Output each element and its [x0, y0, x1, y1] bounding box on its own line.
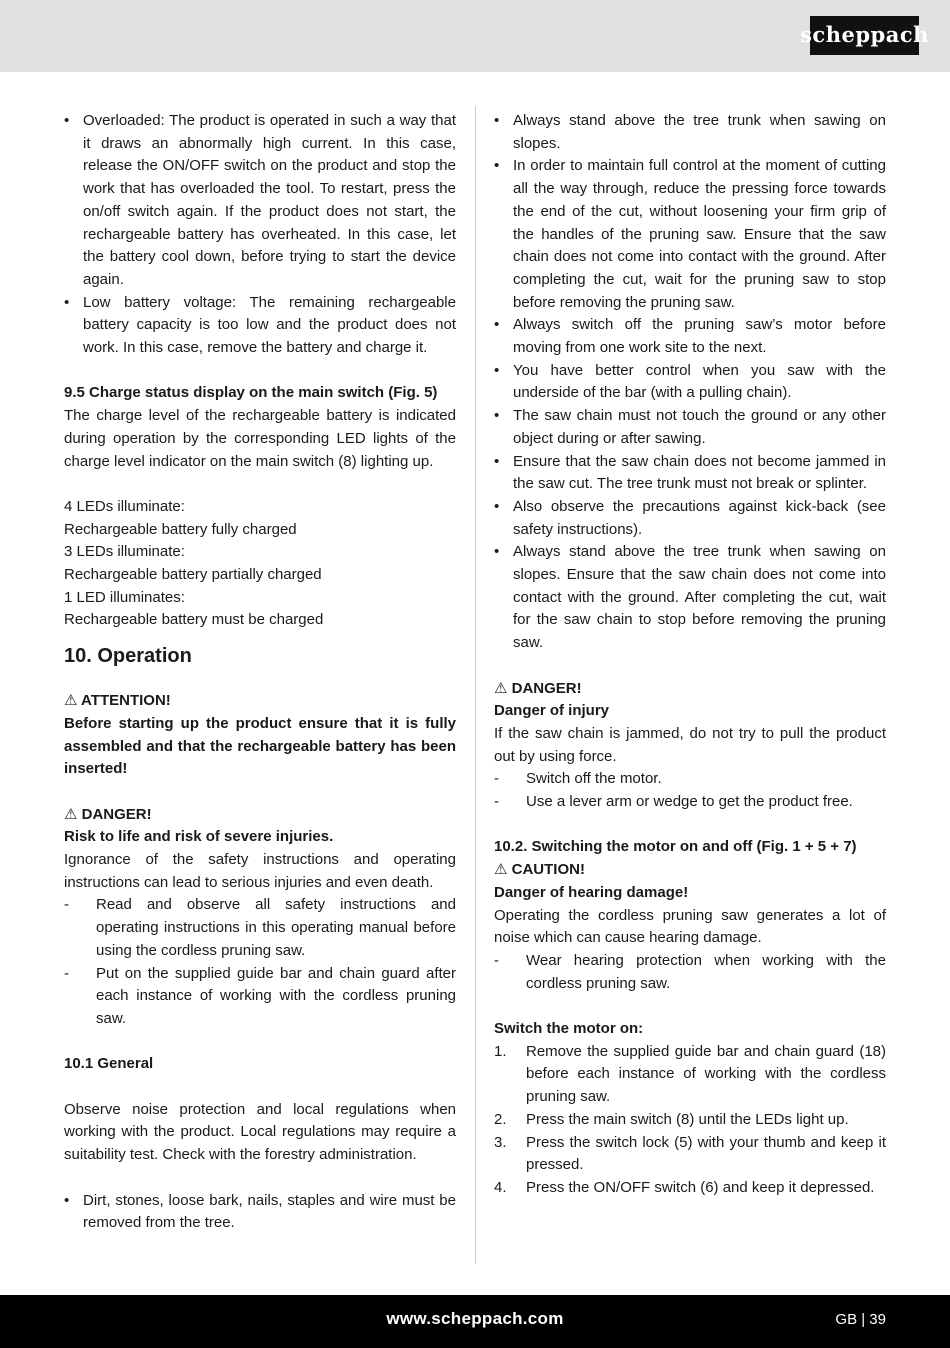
list-item: • The saw chain must not touch the ground or any other object during or after sawing.	[494, 405, 886, 450]
danger-dash-list	[64, 894, 456, 1030]
motor-on-steps	[494, 1041, 886, 1200]
led-line: Rechargeable battery partially charged	[64, 566, 322, 584]
step-number: 4.	[494, 1179, 507, 1196]
page-header	[0, 0, 950, 72]
led-line: 3 LEDs illuminate:	[64, 543, 185, 561]
caution-dash-list	[494, 950, 886, 995]
list-item: 4. Press the ON/OFF switch (6) and keep it depressed.	[494, 1177, 886, 1200]
caution-title: ⚠ CAUTION!	[494, 861, 585, 879]
list-item: - Read and observe all safety instructions and operating instructions in this operating manual before using the cordless pruning saw.	[64, 896, 456, 959]
motor-on-heading: Switch the motor on:	[494, 1020, 644, 1038]
left-column	[64, 110, 456, 1235]
list-item: • You have better control when you saw with the underside of the bar (with a pulling chain).	[494, 360, 886, 405]
step-number: 2.	[494, 1110, 507, 1128]
attention-text: Before starting up the product ensure that it is fully assembled and that the rechargeable battery has been inserted!	[64, 714, 456, 778]
led-line: 1 LED illuminates:	[64, 588, 185, 606]
list-item: • Always stand above the tree trunk when sawing on slopes. Ensure that the saw chain does not come into contact with the ground. After completing the cut, wait for the saw chain to stop before removing the pruning saw.	[494, 541, 886, 655]
list-item: 3. Press the switch lock (5) with your thumb and keep it pressed.	[494, 1133, 886, 1174]
list-item: - Switch off the motor.	[494, 768, 886, 791]
page-number: GB | 39	[835, 1311, 886, 1328]
caution-subtitle: Danger of hearing damage!	[494, 883, 689, 901]
general-heading: 10.1 General	[64, 1055, 154, 1073]
danger-subtitle: Danger of injury	[494, 702, 610, 720]
list-item: - Use a lever arm or wedge to get the product free.	[494, 791, 886, 814]
page-footer	[0, 1295, 950, 1348]
sawing-bullet-list	[494, 110, 886, 655]
dash-marker: -	[64, 964, 69, 982]
list-item: • Also observe the precautions against kick-back (see safety instructions).	[494, 496, 886, 541]
website-url[interactable]: www.scheppach.com	[386, 1309, 564, 1328]
danger-text: If the saw chain is jammed, do not try to pull the product out by using force.	[494, 724, 886, 765]
list-item: - Put on the supplied guide bar and chain guard after each instance of working with the cordless pruning saw.	[64, 964, 456, 1027]
list-item: • Ensure that the saw chain does not become jammed in the saw cut. The tree trunk must not break or splinter.	[494, 451, 886, 496]
charge-status-heading: 9.5 Charge status display on the main switch (Fig. 5)	[64, 384, 438, 402]
list-item: - Wear hearing protection when working with the cordless pruning saw.	[494, 951, 886, 992]
switching-heading: 10.2. Switching the motor on and off (Fig. 1 + 5 + 7)	[494, 838, 857, 856]
list-item: • Low battery voltage: The remaining rechargeable battery capacity is too low and the product does not work. In this case, remove the battery and charge it.	[64, 292, 456, 360]
list-item: 2. Press the main switch (8) until the LEDs light up.	[494, 1109, 886, 1132]
danger-subtitle: Risk to life and risk of severe injuries.	[64, 828, 334, 846]
dash-marker: -	[494, 770, 499, 788]
list-item: • Dirt, stones, loose bark, nails, staples and wire must be removed from the tree.	[64, 1190, 456, 1235]
attention-title: ⚠ ATTENTION!	[64, 692, 171, 710]
list-item: 1. Remove the supplied guide bar and chain guard (18) before each instance of working with the cordless pruning saw.	[494, 1042, 886, 1106]
step-number: 1.	[494, 1042, 507, 1060]
list-item: • Overloaded: The product is operated in such a way that it draws an abnormally high current. In this case, release the ON/OFF switch on the product and stop the work that has overloaded the tool. To restart, press the on/off switch again. If the product does not start, the rechargeable battery has overheated. In this case, let the battery cool down, before trying to start the device again.	[64, 110, 456, 292]
right-column	[494, 110, 886, 1200]
led-line: Rechargeable battery must be charged	[64, 611, 324, 629]
dash-marker: -	[64, 896, 69, 914]
step-number: 3.	[494, 1133, 507, 1151]
general-bullet-list	[64, 1190, 456, 1235]
scheppach-logo: scheppach	[810, 16, 919, 55]
charge-status-text: The charge level of the rechargeable battery is indicated during operation by the corresponding LED lights of the charge level indicator on the main switch (8) lighting up.	[64, 407, 456, 470]
general-text: Observe noise protection and local regulations when working with the product. Local regulations may require a suitability test. Check with the forestry administration.	[64, 1100, 456, 1164]
caution-text: Operating the cordless pruning saw generates a lot of noise which can cause hearing damage.	[494, 906, 886, 947]
column-divider	[475, 106, 476, 1264]
jam-dash-list	[494, 768, 886, 813]
list-item: • Always stand above the tree trunk when sawing on slopes.	[494, 110, 886, 155]
led-line: 4 LEDs illuminate:	[64, 497, 185, 515]
list-item: • Always switch off the pruning saw’s motor before moving from one work site to the next.	[494, 314, 886, 359]
led-line: Rechargeable battery fully charged	[64, 520, 297, 538]
danger-title: ⚠ DANGER!	[494, 679, 582, 697]
dash-marker: -	[494, 951, 499, 969]
danger-title: ⚠ DANGER!	[64, 805, 152, 823]
overload-bullet-list	[64, 110, 456, 360]
dash-marker: -	[494, 793, 499, 811]
list-item: • In order to maintain full control at the moment of cutting all the way through, reduce the pressing force towards the end of the cut, without loosening your firm grip of the handles of the pruning saw. Ensure that the saw chain does not come into contact with the ground. After completing the cut, wait for the pruning saw to stop before removing the pruning saw.	[494, 155, 886, 314]
operation-heading: 10. Operation	[64, 645, 192, 668]
danger-text: Ignorance of the safety instructions and operating instructions can lead to serious injuries and even death.	[64, 851, 456, 891]
